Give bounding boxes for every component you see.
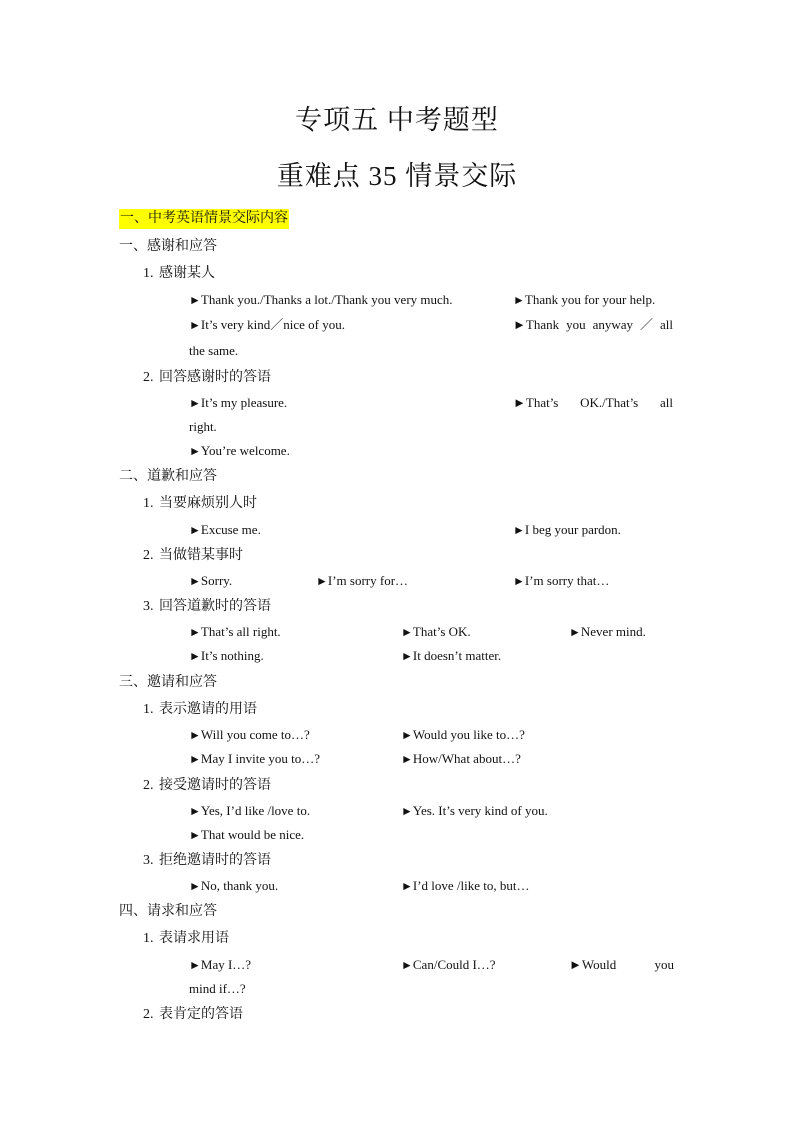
phrase-continuation: the same.	[189, 343, 239, 358]
phrase-item: ►Excuse me.	[189, 522, 261, 537]
phrase-item: ►Sorry.	[189, 573, 233, 588]
phrase-item-justified: ►That’s OK./That’s all	[513, 395, 673, 410]
heading-thanks: 一、感谢和应答	[119, 239, 217, 254]
phrase-item: ►No, thank you.	[189, 878, 279, 893]
phrase-item: ►It doesn’t matter.	[401, 648, 502, 663]
phrase-item: ►I’d love /like to, but…	[401, 878, 530, 893]
subheading-positive-reply: 2. 表肯定的答语	[143, 1007, 243, 1022]
phrase-item: ►That would be nice.	[189, 827, 305, 842]
bullet-arrow-icon: ►	[569, 625, 581, 639]
bullet-arrow-icon: ►	[513, 523, 525, 537]
bullet-arrow-icon: ►	[189, 958, 201, 972]
document-subtitle: 重难点 35 情景交际	[276, 161, 518, 191]
bullet-arrow-icon: ►	[189, 879, 201, 893]
bullet-arrow-icon: ►	[401, 958, 413, 972]
highlighted-section-heading: 一、中考英语情景交际内容	[119, 209, 289, 229]
bullet-arrow-icon: ►	[513, 317, 526, 332]
phrase-item: ►Would you like to…?	[401, 727, 525, 742]
phrase-continuation: mind if…?	[189, 981, 246, 996]
bullet-arrow-icon: ►	[189, 523, 201, 537]
bullet-arrow-icon: ►	[189, 444, 201, 458]
bullet-arrow-icon: ►	[189, 293, 201, 307]
bullet-arrow-icon: ►	[401, 649, 413, 663]
phrase-item: ►May I…?	[189, 957, 252, 972]
bullet-arrow-icon: ►	[189, 318, 201, 332]
bullet-arrow-icon: ►	[189, 752, 201, 766]
bullet-arrow-icon: ►	[401, 879, 413, 893]
phrase-item: ►May I invite you to…?	[189, 751, 321, 766]
bullet-arrow-icon: ►	[569, 957, 582, 972]
phrase-item: ►Yes. It’s very kind of you.	[401, 803, 548, 818]
bullet-arrow-icon: ►	[401, 728, 413, 742]
heading-apology: 二、道歉和应答	[119, 469, 217, 484]
bullet-arrow-icon: ►	[189, 828, 201, 842]
phrase-item: ►Yes, I’d like /love to.	[189, 803, 311, 818]
phrase-item: ►It’s very kind／nice of you.	[189, 317, 345, 332]
bullet-arrow-icon: ►	[189, 728, 201, 742]
bullet-arrow-icon: ►	[513, 293, 525, 307]
subheading-thank-someone: 1. 感谢某人	[143, 266, 215, 281]
phrase-item: ►Will you come to…?	[189, 727, 310, 742]
phrase-item-justified: ►Would you	[569, 957, 674, 972]
bullet-arrow-icon: ►	[316, 574, 328, 588]
phrase-item: ►I’m sorry for…	[316, 573, 409, 588]
phrase-continuation: right.	[189, 419, 217, 434]
phrase-item-justified: ►Thank you anyway ／ all	[513, 317, 673, 332]
bullet-arrow-icon: ►	[189, 804, 201, 818]
subheading-decline-invite: 3. 拒绝邀请时的答语	[143, 853, 271, 868]
phrase-item: ►It’s nothing.	[189, 648, 264, 663]
subheading-mistake: 2. 当做错某事时	[143, 548, 243, 563]
subheading-accept-invite: 2. 接受邀请时的答语	[143, 778, 271, 793]
subheading-request-phrases: 1. 表请求用语	[143, 931, 229, 946]
phrase-item: ►Thank you./Thanks a lot./Thank you very much.	[189, 292, 453, 307]
phrase-item: ►You’re welcome.	[189, 443, 290, 458]
bullet-arrow-icon: ►	[513, 395, 526, 410]
bullet-arrow-icon: ►	[401, 804, 413, 818]
phrase-item: ►How/What about…?	[401, 751, 521, 766]
phrase-item: ►Never mind.	[569, 624, 646, 639]
phrase-item: ►That’s all right.	[189, 624, 281, 639]
subheading-trouble-others: 1. 当要麻烦别人时	[143, 496, 257, 511]
subheading-reply-thanks: 2. 回答感谢时的答语	[143, 370, 271, 385]
bullet-arrow-icon: ►	[513, 574, 525, 588]
phrase-item: ►It’s my pleasure.	[189, 395, 288, 410]
subheading-invite-phrases: 1. 表示邀请的用语	[143, 702, 257, 717]
bullet-arrow-icon: ►	[401, 625, 413, 639]
phrase-item: ►I’m sorry that…	[513, 573, 610, 588]
bullet-arrow-icon: ►	[189, 396, 201, 410]
phrase-item: ►That’s OK.	[401, 624, 471, 639]
heading-invitation: 三、邀请和应答	[119, 675, 217, 690]
phrase-item: ►Thank you for your help.	[513, 292, 656, 307]
bullet-arrow-icon: ►	[189, 574, 201, 588]
phrase-item: ►I beg your pardon.	[513, 522, 621, 537]
subheading-reply-apology: 3. 回答道歉时的答语	[143, 599, 271, 614]
heading-request: 四、请求和应答	[119, 904, 217, 919]
document-title: 专项五 中考题型	[295, 105, 499, 135]
bullet-arrow-icon: ►	[189, 649, 201, 663]
bullet-arrow-icon: ►	[189, 625, 201, 639]
bullet-arrow-icon: ►	[401, 752, 413, 766]
phrase-item: ►Can/Could I…?	[401, 957, 496, 972]
